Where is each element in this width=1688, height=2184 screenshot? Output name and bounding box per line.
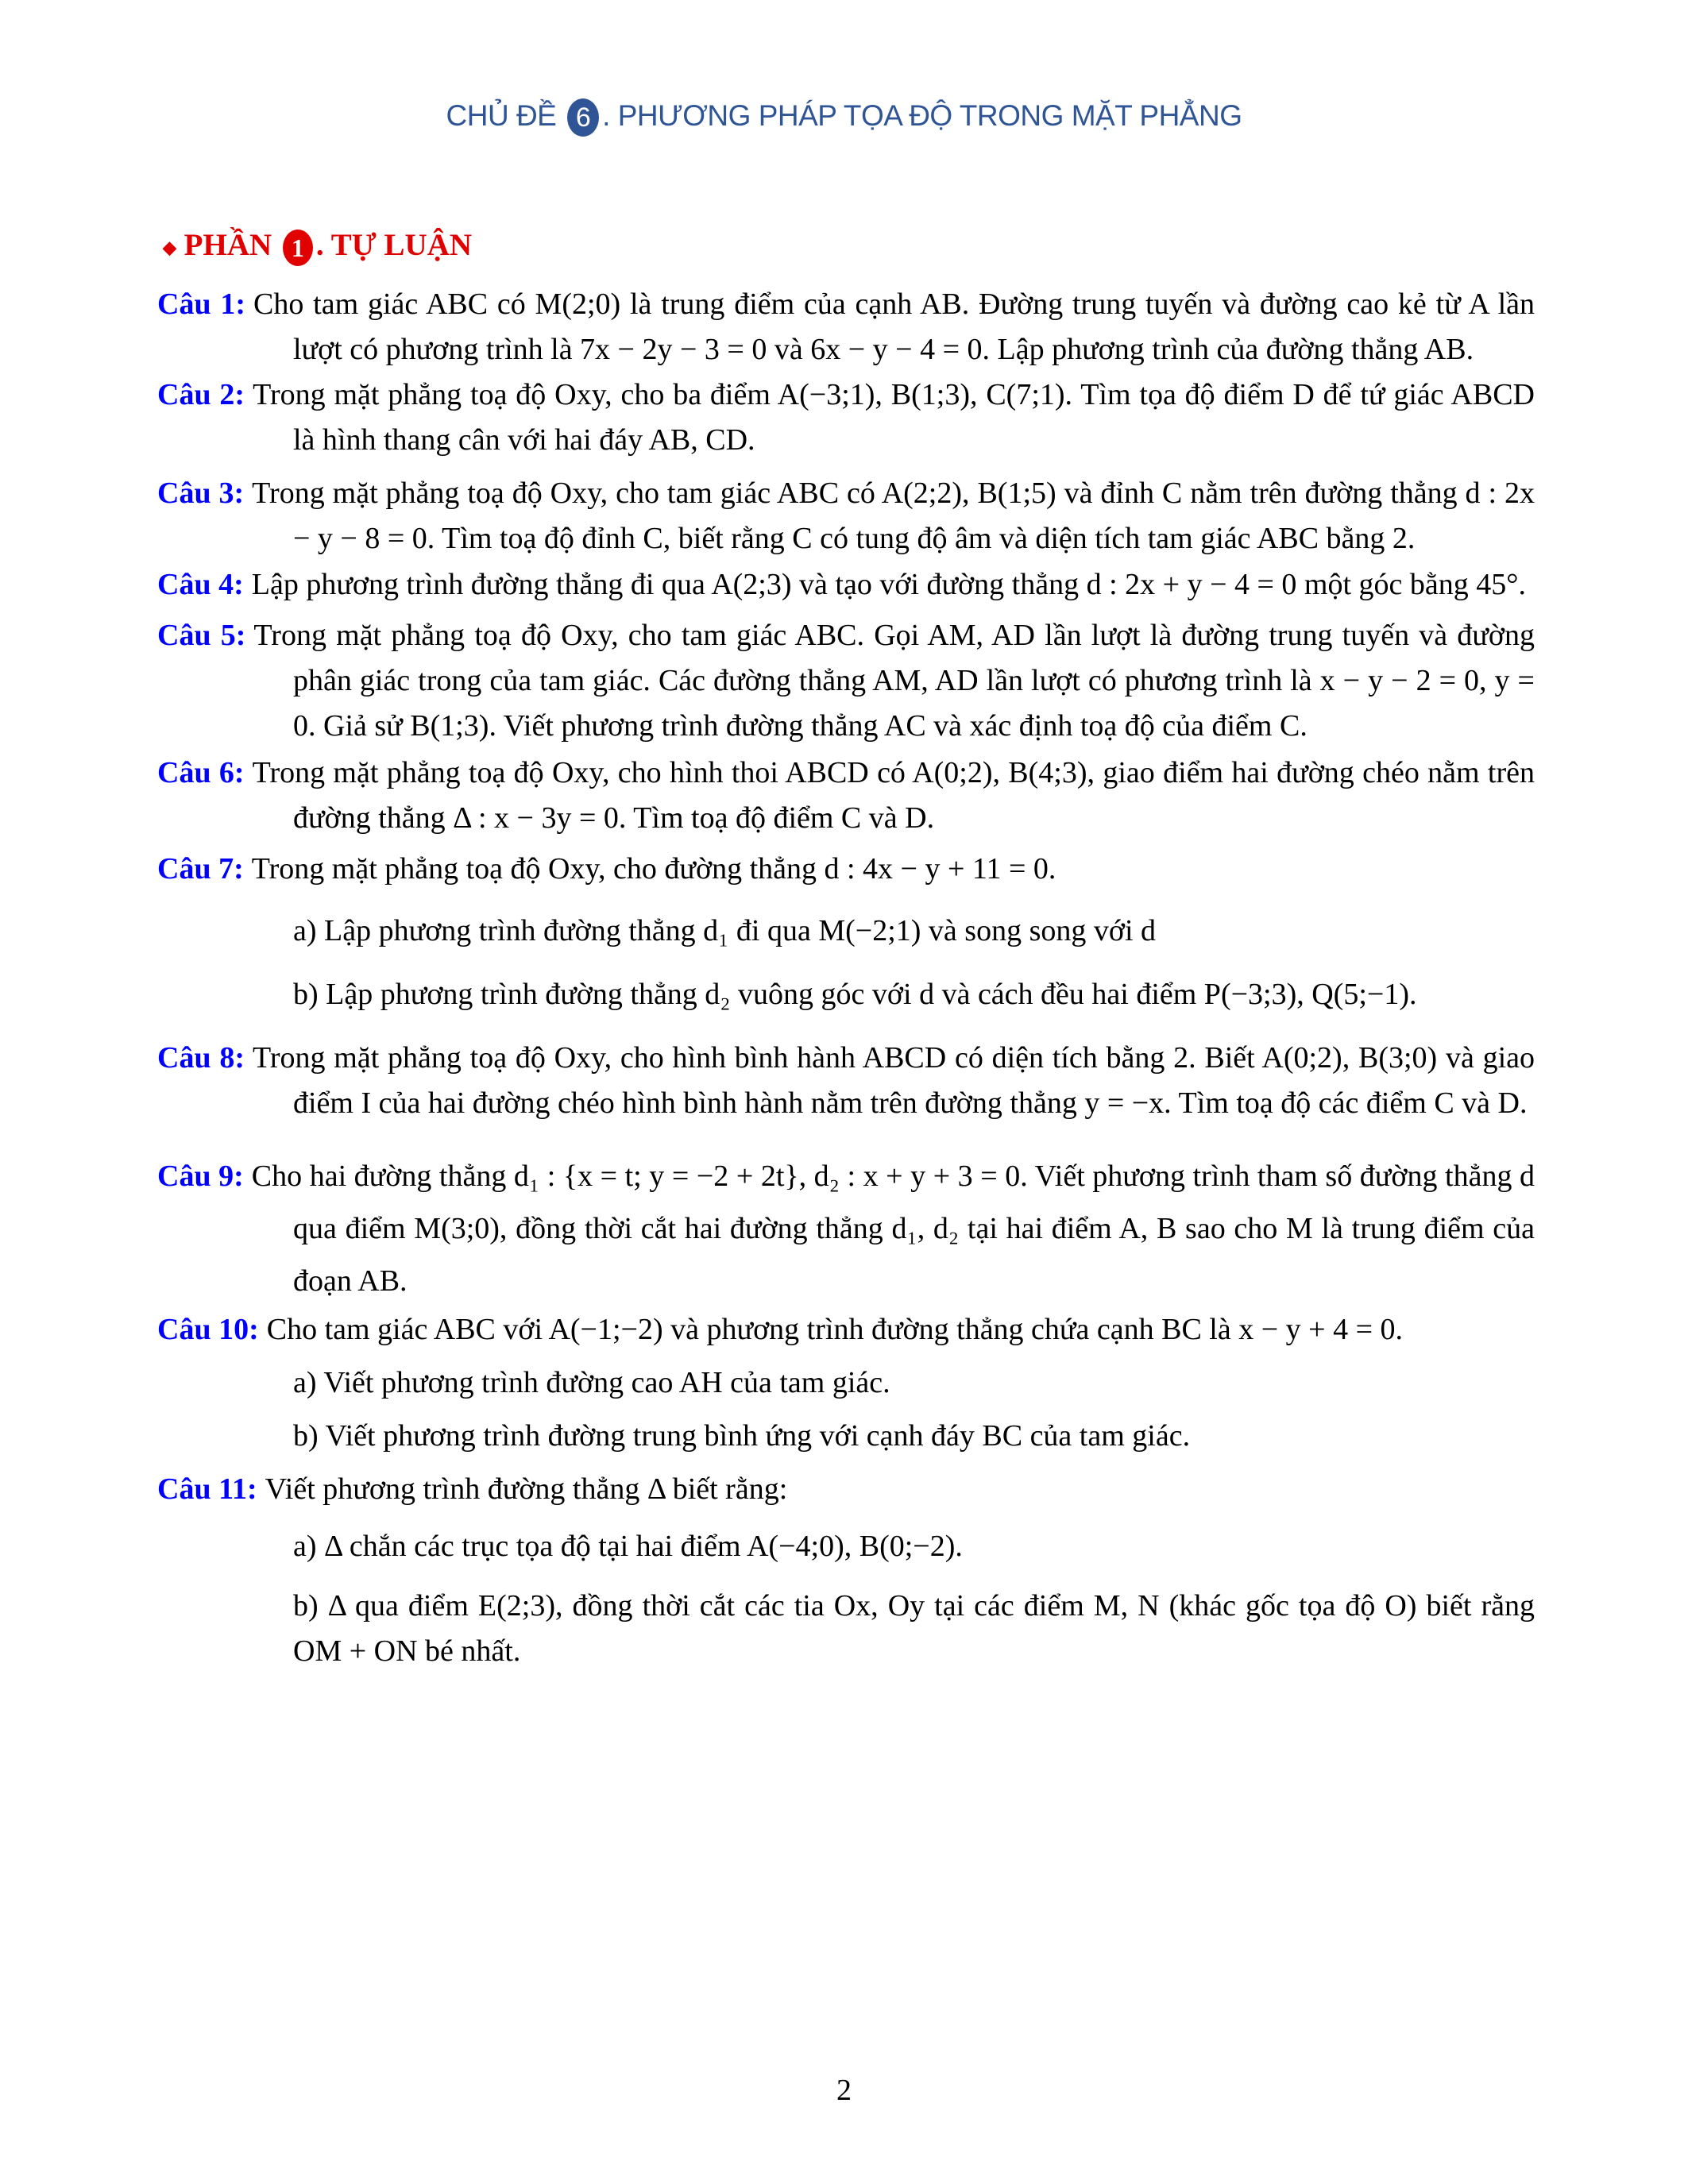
question-5 — [157, 613, 1535, 749]
question-2 — [157, 372, 1535, 463]
question-text: Trong mặt phẳng toạ độ Oxy, cho ba điểm A(−3;1), B(1;3), C(7;1). Tìm tọa độ điểm D để tứ giác ABCD là hình thang cân với hai đáy AB, CD. — [253, 378, 1535, 457]
page-number: 2 — [836, 2074, 852, 2107]
question-11b: b) Δ qua điểm E(2;3), đồng thời cắt các tia Ox, Oy tại các điểm M, N (khác gốc tọa độ O) biết rằng OM + ON bé nhất. — [293, 1589, 1535, 1668]
question-label: Câu 6: — [157, 756, 245, 789]
question-text: Trong mặt phẳng toạ độ Oxy, cho tam giác ABC có A(2;2), B(1;5) và đỉnh C nằm trên đường thẳng d : 2x − y − 8 = 0. Tìm toạ độ đỉnh C, biết rằng C có tung độ âm và diện tích tam giác ABC bằng 2. — [252, 477, 1535, 555]
question-text: Cho tam giác ABC với A(−1;−2) và phương trình đường thẳng chứa cạnh BC là x − y + 4 = 0. — [266, 1313, 1404, 1346]
question-text: Trong mặt phẳng toạ độ Oxy, cho tam giác ABC. Gọi AM, AD lần lượt là đường trung tuyến và đường phân giác trong của tam giác. Các đường thẳng AM, AD lần lượt có phương trình là x − y − 2 = 0, y = 0. Giả sử B(1;3). Viết phương trình đường thẳng AC và xác định toạ độ của điểm C. — [253, 619, 1535, 743]
question-6 — [157, 751, 1535, 841]
question-label: Câu 4: — [157, 568, 244, 601]
question-8 — [157, 1036, 1535, 1126]
question-4 — [157, 562, 1535, 608]
question-3 — [157, 471, 1535, 561]
question-label: Câu 10: — [157, 1313, 259, 1346]
question-7a: a) Lập phương trình đường thẳng d₁ đi qua M(−2;1) và song song với d — [293, 914, 1157, 947]
part-prefix: PHẦN — [183, 228, 272, 262]
title-prefix: CHỦ ĐỀ — [446, 98, 557, 132]
question-text: Cho hai đường thẳng d₁ : {x = t; y = −2 + 2t}, d₂ : x + y + 3 = 0. Viết phương trình tham số đường thẳng d qua điểm M(3;0), đồng thời cắt hai đường thẳng d₁, d₂ tại hai điểm A, B sao cho M là trung điểm của đoạn AB. — [251, 1160, 1535, 1298]
question-11 — [157, 1467, 1535, 1512]
part-number-badge: 1 — [283, 230, 313, 266]
question-label: Câu 2: — [157, 378, 245, 411]
part-heading — [163, 227, 472, 266]
question-7b: b) Lập phương trình đường thẳng d₂ vuông góc với d và cách đều hai điểm P(−3;3), Q(5;−1). — [293, 978, 1417, 1011]
question-11a: a) Δ chắn các trục tọa độ tại hai điểm A(−4;0), B(0;−2). — [293, 1530, 963, 1563]
chapter-number-badge: 6 — [567, 98, 599, 137]
question-10 — [157, 1307, 1535, 1352]
question-label: Câu 9: — [157, 1160, 244, 1193]
question-10b: b) Viết phương trình đường trung bình ứng với cạnh đáy BC của tam giác. — [293, 1419, 1191, 1453]
question-7 — [157, 847, 1535, 892]
question-text: Trong mặt phẳng toạ độ Oxy, cho đường thẳng d : 4x − y + 11 = 0. — [251, 852, 1056, 886]
title-text: . PHƯƠNG PHÁP TỌA ĐỘ TRONG MẶT PHẲNG — [602, 98, 1242, 132]
question-text: Trong mặt phẳng toạ độ Oxy, cho hình thoi ABCD có A(0;2), B(4;3), giao điểm hai đường chéo nằm trên đường thẳng Δ : x − 3y = 0. Tìm toạ độ điểm C và D. — [252, 756, 1535, 835]
question-text: Viết phương trình đường thẳng Δ biết rằng: — [265, 1472, 788, 1506]
question-list — [157, 282, 1535, 1674]
diamond-bullet-icon: ◆ — [163, 237, 176, 258]
question-text: Cho tam giác ABC có M(2;0) là trung điểm của cạnh AB. Đường trung tuyến và đường cao kẻ từ A lần lượt có phương trình là 7x − 2y − 3 = 0 và 6x − y − 4 = 0. Lập phương trình của đường thẳng AB. — [253, 287, 1535, 366]
question-10a: a) Viết phương trình đường cao AH của tam giác. — [293, 1366, 890, 1399]
question-1 — [157, 282, 1535, 372]
chapter-title — [0, 98, 1688, 137]
question-text: Trong mặt phẳng toạ độ Oxy, cho hình bình hành ABCD có diện tích bằng 2. Biết A(0;2), B(3;0) và giao điểm I của hai đường chéo hình bình hành nằm trên đường thẳng y = −x. Tìm toạ độ các điểm C và D. — [253, 1041, 1535, 1120]
question-label: Câu 5: — [157, 619, 246, 652]
part-title: . TỰ LUẬN — [315, 228, 473, 262]
question-label: Câu 7: — [157, 852, 244, 886]
question-label: Câu 1: — [157, 287, 246, 321]
question-label: Câu 11: — [157, 1472, 257, 1506]
question-text: Lập phương trình đường thẳng đi qua A(2;3) và tạo với đường thẳng d : 2x + y − 4 = 0 một góc bằng 45°. — [251, 568, 1526, 601]
question-label: Câu 3: — [157, 477, 245, 510]
question-9 — [157, 1150, 1535, 1307]
question-label: Câu 8: — [157, 1041, 245, 1075]
